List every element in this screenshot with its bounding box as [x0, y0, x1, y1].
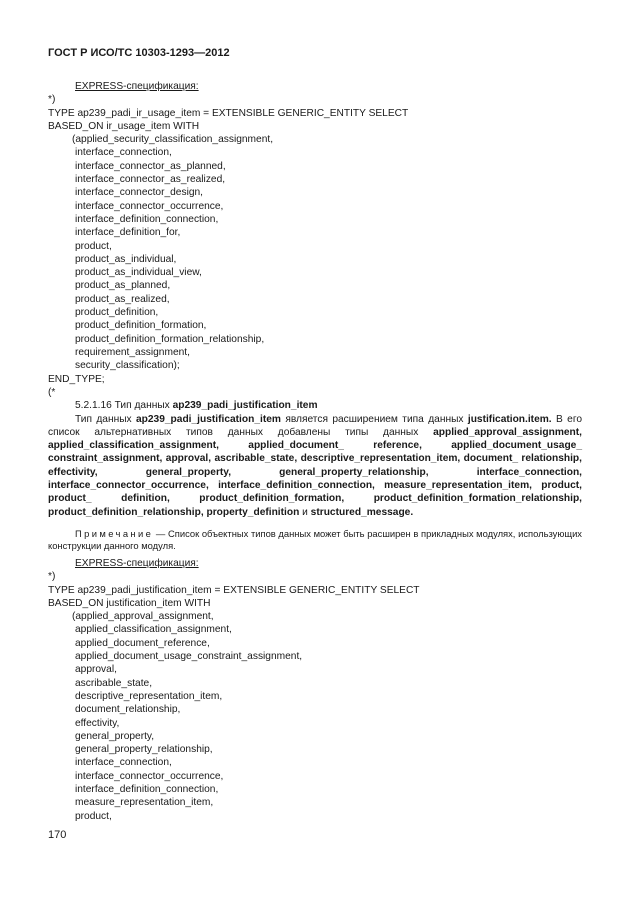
- section-type-name: ap239_padi_justification_item: [172, 400, 318, 411]
- select-item: applied_classification_assignment,: [75, 624, 232, 636]
- express-block-1: [48, 80, 408, 399]
- select-item: product_definition,: [75, 307, 159, 319]
- select-first-item: (applied_security_classification_assignment,: [72, 134, 274, 146]
- express-label: EXPRESS-спецификация:: [75, 81, 199, 92]
- select-item: interface_connector_as_realized,: [75, 174, 226, 186]
- types-list: applied_approval_assignment, applied_classification_assignment, applied_document_ reference, applied_document_usage_ constraint_assignment, approval, ascribable_state, descriptive_representation_item, document_ relationship, effectivity, general_property, general_property_relationship, interface_connection, interface_connector_occurrence, interface_definition_connection, measure_representation_item, product, product_ definition, product_definition_formation, product_definition_formation_relationship, product_definition_relationship, property_definition: [48, 426, 582, 518]
- select-item: applied_document_reference,: [75, 637, 210, 649]
- base-type: justification.item.: [467, 413, 552, 425]
- comment-open: *): [48, 94, 56, 106]
- select-item: interface_definition_connection,: [75, 784, 219, 796]
- select-item: general_property,: [75, 730, 155, 742]
- select-item: effectivity,: [75, 717, 120, 729]
- comment-open: *): [48, 571, 56, 583]
- type-declaration: TYPE ap239_padi_justification_item = EXTENSIBLE GENERIC_ENTITY SELECT: [48, 584, 420, 596]
- select-item: interface_connector_as_planned,: [75, 160, 226, 172]
- express-label: EXPRESS-спецификация:: [75, 558, 199, 569]
- based-on-line: BASED_ON justification_item WITH: [48, 597, 211, 609]
- end-type: END_TYPE;: [48, 373, 105, 385]
- select-item: product_definition_formation_relationship,: [75, 333, 265, 345]
- page-header: ГОСТ Р ИСО/ТС 10303-1293—2012: [48, 47, 230, 59]
- section-heading: 5.2.1.16 Тип данных ap239_padi_justification_item: [75, 400, 318, 411]
- select-item: product_as_planned,: [75, 280, 171, 292]
- select-item: requirement_assignment,: [75, 346, 190, 358]
- section-paragraph: Тип данных ap239_padi_justification_item является расширением типа данных justification.item. В его список альтернативных типов данных добавлены типы данных applied_approval_assignment, applied_classification_assignment, applied_document_ reference, applied_document_usage_ constraint_assignment, approval, ascribable_state, descriptive_representation_item, document_ relationship, effectivity, general_property, general_property_relationship, interface_connection, interface_connector_occurrence, interface_definition_connection, measure_representation_item, product, product_ definition, product_definition_formation, product_definition_formation_relationship, product_definition_relationship, property_definition и structured_message.: [48, 413, 582, 518]
- select-item: interface_connection,: [75, 147, 172, 159]
- last-type: structured_message.: [310, 506, 414, 518]
- select-item: general_property_relationship,: [75, 744, 213, 756]
- select-first-item: (applied_approval_assignment,: [72, 611, 214, 623]
- select-item: product_as_individual_view,: [75, 267, 202, 279]
- page-number: 170: [48, 829, 67, 841]
- select-item: product,: [75, 240, 112, 252]
- note-text: — Список объектных типов данных может быть расширен в прикладных модулях, использующих конструкции данного модуля.: [48, 528, 582, 552]
- select-item: security_classification);: [75, 360, 180, 372]
- select-item: measure_representation_item,: [75, 797, 214, 809]
- select-item: document_relationship,: [75, 704, 181, 716]
- select-item: interface_connector_occurrence,: [75, 770, 224, 782]
- select-item: approval,: [75, 664, 117, 676]
- based-on-line: BASED_ON ir_usage_item WITH: [48, 120, 200, 132]
- select-item: interface_connection,: [75, 757, 172, 769]
- select-item: interface_connector_design,: [75, 187, 203, 199]
- comment-close: (*: [48, 386, 56, 398]
- note-paragraph: [48, 528, 582, 553]
- type-declaration: TYPE ap239_padi_ir_usage_item = EXTENSIBLE GENERIC_ENTITY SELECT: [48, 107, 409, 119]
- express-block-2: [48, 557, 420, 823]
- select-item: product_as_individual,: [75, 253, 177, 265]
- select-item: ascribable_state,: [75, 677, 153, 689]
- select-item: interface_definition_for,: [75, 227, 181, 239]
- select-item: product,: [75, 810, 112, 822]
- select-item: interface_definition_connection,: [75, 213, 219, 225]
- select-item: product_as_realized,: [75, 293, 170, 305]
- select-item: applied_document_usage_constraint_assignment,: [75, 651, 303, 663]
- select-item: interface_connector_occurrence,: [75, 200, 224, 212]
- note-label: Примечание: [75, 528, 154, 539]
- select-item: product_definition_formation,: [75, 320, 207, 332]
- select-item: descriptive_representation_item,: [75, 690, 223, 702]
